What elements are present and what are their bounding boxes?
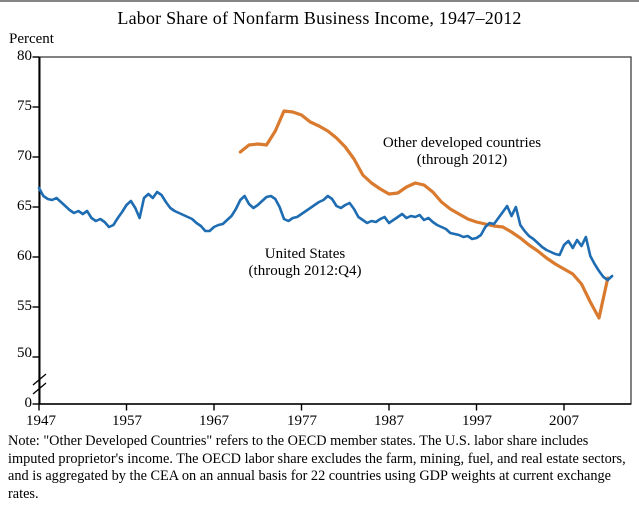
- chart-title: Labor Share of Nonfarm Business Income, 1947–2012: [117, 8, 522, 28]
- series-label-line: United States: [264, 246, 346, 262]
- series-label-line: (through 2012): [416, 152, 508, 168]
- x-tick-label-1957: 1957: [112, 413, 142, 429]
- source-note: Note: "Other Developed Countries" refers to the OECD member states. The U.S. labor share includes imputed proprietor's income. The OECD labor share excludes the farm, mining, fuel, and real estate sectors, and is aggregated by the CEA on an annual basis for 22 countries using GDP weights at current exchange rates.: [8, 433, 626, 502]
- y-tick-label-60: 60: [17, 248, 32, 264]
- y-tick-label-55: 55: [17, 298, 32, 314]
- x-tick-label-1987: 1987: [374, 413, 404, 429]
- series-label-line: Other developed countries: [382, 135, 542, 151]
- x-tick-label-1967: 1967: [199, 413, 229, 429]
- series-label-line: (through 2012:Q4): [248, 263, 362, 279]
- x-tick-label-2007: 2007: [549, 413, 579, 429]
- y-tick-label-65: 65: [17, 198, 32, 214]
- x-tick-label-1977: 1977: [287, 413, 317, 429]
- plot-frame: [39, 57, 631, 404]
- y-tick-label-50: 50: [17, 345, 32, 361]
- y-tick-label-70: 70: [17, 148, 32, 164]
- y-tick-label-75: 75: [17, 98, 32, 114]
- x-tick-label-1997: 1997: [462, 413, 492, 429]
- series-label-other-developed-countries: [332, 135, 592, 169]
- y-axis-unit-label: Percent: [9, 31, 54, 47]
- plot-area: [0, 2, 639, 432]
- x-tick-label-1947: 1947: [26, 413, 56, 429]
- series-label-united-states: [200, 246, 410, 280]
- y-tick-label-80: 80: [17, 48, 32, 64]
- y-tick-label-0: 0: [24, 395, 32, 411]
